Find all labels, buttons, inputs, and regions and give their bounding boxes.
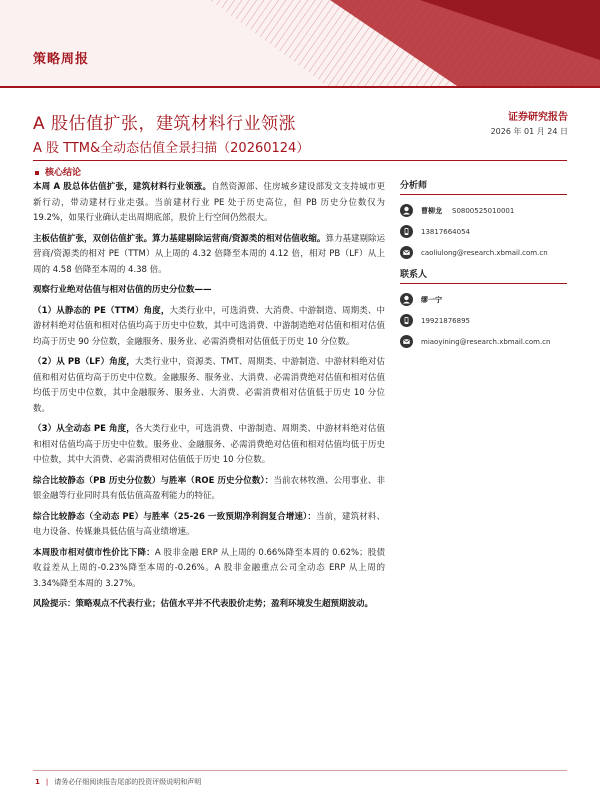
paragraph-pb-roe (33, 474, 385, 505)
paragraph-compute-infra (33, 232, 385, 279)
paragraph-lead: 综合比较静态（全动态 PE）与胜率（25-26 一致预期净利润复合增速）： (33, 511, 317, 522)
analyst-email-row (400, 242, 567, 263)
analyst-cert: S0800525010001 (452, 206, 515, 215)
paragraph-text: 各大类行业中，可选消费、中游制造、周期类、中游材料绝对估值和相对估值均高于历史中位数。服务业、金融服务、必需消费绝对估值和相对估值均低于历史中位数，其中大消费、必需消费相对估值低于历史 10 分位数。 (33, 424, 385, 465)
paragraph-lead: 风险提示：策略观点不代表行业；估值水平并不代表股价走势；盈利环境发生超预期波动。 (33, 599, 374, 609)
bullet-icon (35, 171, 39, 175)
footer-disclaimer: 请务必仔细阅读报告尾部的投资评级说明和声明 (54, 778, 202, 786)
report-date: 2026 年 01 月 24 日 (490, 127, 568, 136)
analyst-name-row (400, 200, 567, 221)
report-title: A 股估值扩张，建筑材料行业领涨 (33, 114, 297, 134)
paragraph-text: 当前，建筑材料、电力设备、传媒兼具低估值与高业绩增速。 (33, 511, 385, 537)
paragraph-text: 算力基建剔除运营商/资源类的相对 PE（TTM）从上周的 4.32 倍降至本周的 4.12 倍，相对 PB（LF）从上周的 4.58 倍降至本周的 4.38 倍。 (33, 233, 385, 275)
contact-email-row (400, 331, 567, 352)
mail-icon (400, 335, 413, 348)
paragraph-risk (33, 597, 385, 613)
page-footer (35, 777, 201, 787)
report-type: 证券研究报告 (508, 112, 568, 123)
paragraph-lead: （3）从全动态 PE 角度， (33, 424, 135, 434)
paragraph-text: 大类行业中，资源类、TMT、周期类、中游制造、中游材料绝对估值和相对估值均高于历史中位数。金融服务、服务业、大消费、必需消费绝对估值和相对估值均低于历史中位数，其中金融服务、服务业、大消费、必需消费相对估值低于历史 10 分位数。 (33, 357, 385, 414)
paragraph-text: 自然资源部、住房城乡建设部发文支持城市更新行动，带动建材行业走强。当前建材行业 PE 处于历史高位，但 PB 历史分位数仅为 19.2%，如果行业确认走出周期底部，股价上行空间仍然很大。 (33, 182, 385, 223)
phone-icon (400, 314, 413, 327)
contact-phone: 19921876895 (421, 316, 470, 325)
paragraph-lead: 综合比较静态（PB 历史分位数）与胜率（ROE 历史分位数）： (33, 475, 274, 486)
contact-name: 缪一宁 (421, 295, 442, 304)
core-conclusion-label: 核心结论 (45, 168, 82, 178)
author-sidebar (400, 178, 567, 352)
mail-icon (400, 246, 413, 259)
analyst-heading: 分析师 (400, 178, 567, 195)
main-body (33, 180, 385, 618)
analyst-phone-row (400, 221, 567, 242)
header-banner (0, 0, 600, 88)
paragraph-lead: 本周 A 股总体估值扩张，建筑材料行业领涨。 (33, 182, 212, 192)
footer-separator: | (45, 778, 49, 786)
analyst-phone: 13817664054 (421, 227, 470, 236)
paragraph-lead: （2）从 PB（LF）角度， (33, 357, 136, 367)
paragraph-lead: （1）从静态的 PE（TTM）角度， (33, 305, 170, 316)
contact-phone-row (400, 310, 567, 331)
paragraph-text: 当前农林牧渔、公用事业、非银金融等行业同时具有低估值高盈利能力的特征。 (33, 475, 385, 501)
contact-email[interactable]: miaoyining@research.xbmail.com.cn (421, 337, 551, 346)
analyst-name: 曹柳龙 (421, 206, 442, 215)
paragraph-pe-growth (33, 510, 385, 541)
paragraph-erp (33, 546, 385, 593)
phone-icon (400, 225, 413, 238)
contact-name-row (400, 289, 567, 310)
analyst-email[interactable]: caoliulong@research.xbmail.com.cn (421, 248, 548, 257)
paragraph-pb-lf (33, 355, 385, 417)
core-conclusion-heading (35, 165, 81, 178)
paragraph-lead: 观察行业绝对估值与相对估值的历史分位数—— (33, 285, 212, 295)
paragraph-dynamic-pe (33, 422, 385, 469)
paragraph-valuation (33, 180, 385, 227)
paragraph-observe (33, 283, 385, 299)
report-subtitle: A 股 TTM&全动态估值全景扫描（20260124） (33, 141, 310, 156)
contact-heading: 联系人 (400, 267, 567, 284)
title-divider (33, 160, 567, 161)
page-number: 1 (35, 778, 40, 786)
paragraph-lead: 本周股市相对债市性价比下降： (33, 547, 155, 558)
person-icon (400, 293, 413, 306)
banner-decoration (0, 0, 600, 88)
footer-divider (33, 770, 567, 771)
person-icon (400, 204, 413, 217)
paragraph-text: 大类行业中，可选消费、大消费、中游制造、周期类、中游材料绝对估值和相对估值均高于历史中位数，其中可选消费、中游制造绝对估值和相对估值均高于历史 90 分位数，金融服务、服务业、必需消费相对估值低于历史 10 分位数。 (33, 305, 385, 347)
paragraph-text: A 股非金融 ERP 从上周的 0.66%降至本周的 0.62%；股债收益差从上周的-0.23%降至本周的-0.26%。A 股非金融重点公司全动态 ERP 从上周的 3.34%降至本周的 3.27%。 (33, 547, 385, 589)
paragraph-pe-ttm (33, 304, 385, 351)
paragraph-lead: 主板估值扩张，双创估值扩张。算力基建剔除运营商/资源类的相对估值收缩。 (33, 233, 326, 244)
banner-title: 策略周报 (33, 52, 90, 67)
